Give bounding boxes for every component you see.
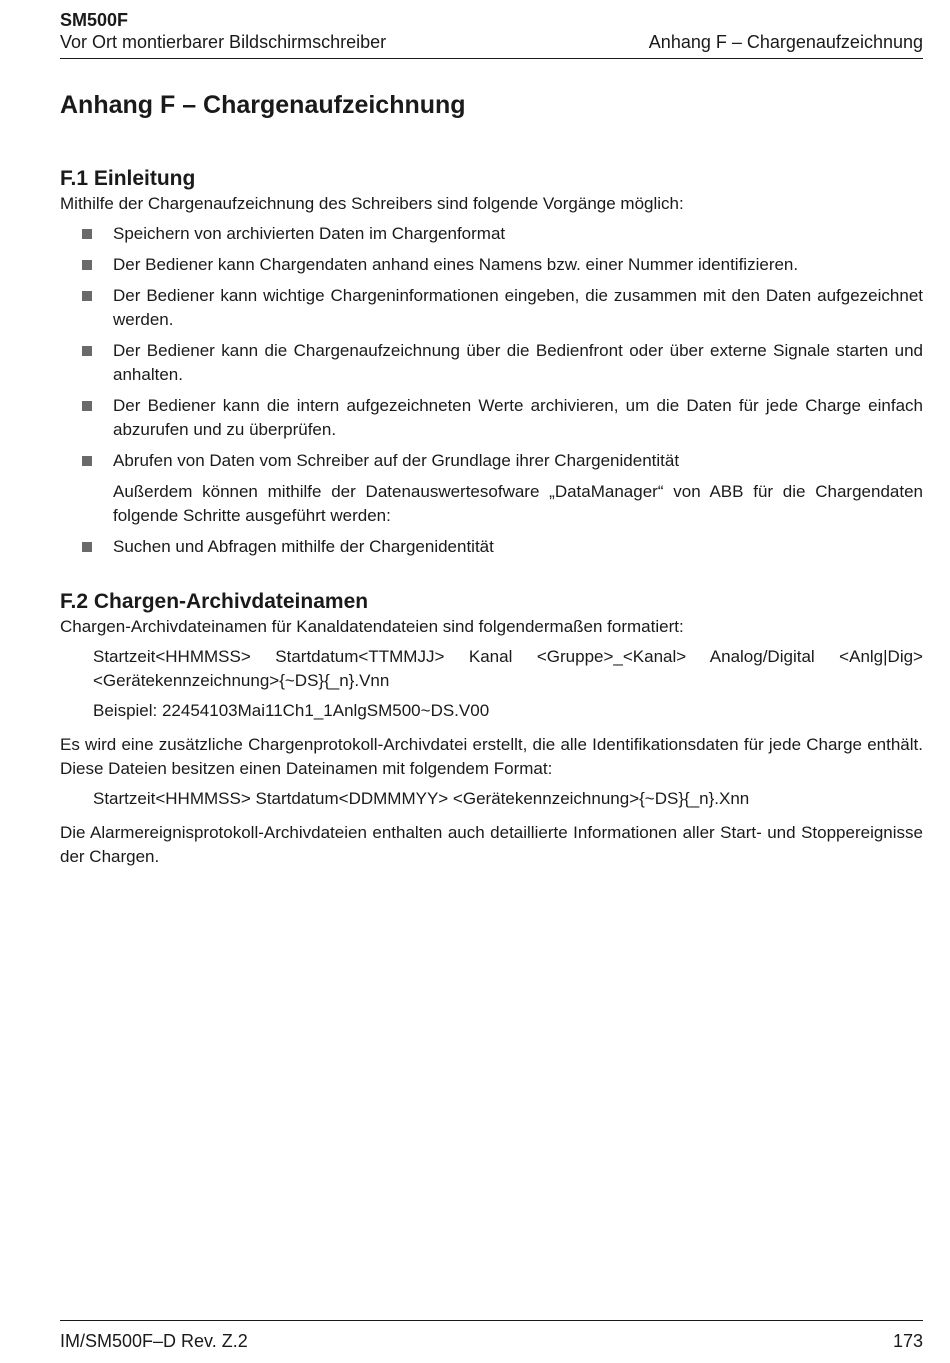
list-item-text: Suchen und Abfragen mithilfe der Chargenidentität <box>113 537 494 556</box>
section-f1-intro: Mithilfe der Chargenaufzeichnung des Schreibers sind folgende Vorgänge möglich: <box>60 194 684 213</box>
alarm-log-paragraph: Die Alarmereignisprotokoll-Archivdateien enthalten auch detaillierte Informationen aller Start- und Stoppereignisse der Chargen. <box>60 823 923 866</box>
list-item <box>60 394 923 442</box>
header-section-title: Anhang F – Chargenaufzeichnung <box>648 32 923 52</box>
list-item <box>60 449 923 473</box>
square-bullet-icon <box>82 542 92 552</box>
datamanager-list <box>60 535 923 559</box>
list-item-text: Abrufen von Daten vom Schreiber auf der Grundlage ihrer Chargenidentität <box>113 451 680 470</box>
square-bullet-icon <box>82 260 92 270</box>
list-item-text: Speichern von archivierten Daten im Chargenformat <box>113 224 506 243</box>
list-item-text: Der Bediener kann die intern aufgezeichneten Werte archivieren, um die Daten für jede Charge einfach abzurufen und zu überprüfen. <box>113 396 923 439</box>
list-item <box>60 339 923 387</box>
square-bullet-icon <box>82 401 92 411</box>
page-header <box>60 6 923 59</box>
channel-filename-format: Startzeit<HHMMSS> Startdatum<TTMMJJ> Kanal <Gruppe>_<Kanal> Analog/Digital <Anlg|Dig> <Gerätekennzeichnung>{~DS}{_n}.Vnn <box>93 647 923 690</box>
header-product-subtitle: Vor Ort montierbarer Bildschirmschreiber <box>60 32 387 52</box>
section-f2-intro: Chargen-Archivdateinamen für Kanaldatendateien sind folgendermaßen formatiert: <box>60 617 684 636</box>
page-title: Anhang F – Chargenaufzeichnung <box>60 91 466 119</box>
section-f1-heading: F.1 Einleitung <box>60 167 196 190</box>
page-footer <box>60 1320 923 1361</box>
square-bullet-icon <box>82 346 92 356</box>
batch-log-filename-format: Startzeit<HHMMSS> Startdatum<DDMMMYY> <Gerätekennzeichnung>{~DS}{_n}.Xnn <box>93 789 750 808</box>
datamanager-note: Außerdem können mithilfe der Datenauswertesofware „DataManager“ von ABB für die Chargendaten folgende Schritte ausgeführt werden: <box>113 482 923 525</box>
feature-list <box>60 222 923 473</box>
square-bullet-icon <box>82 456 92 466</box>
square-bullet-icon <box>82 291 92 301</box>
list-item-text: Der Bediener kann die Chargenaufzeichnung über die Bedienfront oder über externe Signale starten und anhalten. <box>113 341 923 384</box>
list-item <box>60 284 923 332</box>
footer-page-number: 173 <box>892 1331 923 1351</box>
square-bullet-icon <box>82 229 92 239</box>
filename-example: Beispiel: 22454103Mai11Ch1_1AnlgSM500~DS.V00 <box>93 701 490 720</box>
page-content <box>60 88 923 869</box>
section-f1 <box>60 166 923 559</box>
section-f2 <box>60 589 923 869</box>
footer-document-id: IM/SM500F–D Rev. Z.2 <box>60 1331 248 1351</box>
list-item-text: Der Bediener kann wichtige Chargeninformationen eingeben, die zusammen mit den Daten aufgezeichnet werden. <box>113 286 923 329</box>
batch-log-paragraph: Es wird eine zusätzliche Chargenprotokoll-Archivdatei erstellt, die alle Identifikationsdaten für jede Charge enthält. Diese Dateien besitzen einen Dateinamen mit folgendem Format: <box>60 735 923 778</box>
section-f2-heading: F.2 Chargen-Archivdateinamen <box>60 590 369 613</box>
list-item <box>60 535 923 559</box>
header-product-name: SM500F <box>60 10 129 30</box>
list-item <box>60 253 923 277</box>
list-item-text: Der Bediener kann Chargendaten anhand eines Namens bzw. einer Nummer identifizieren. <box>113 255 799 274</box>
list-item <box>60 222 923 246</box>
